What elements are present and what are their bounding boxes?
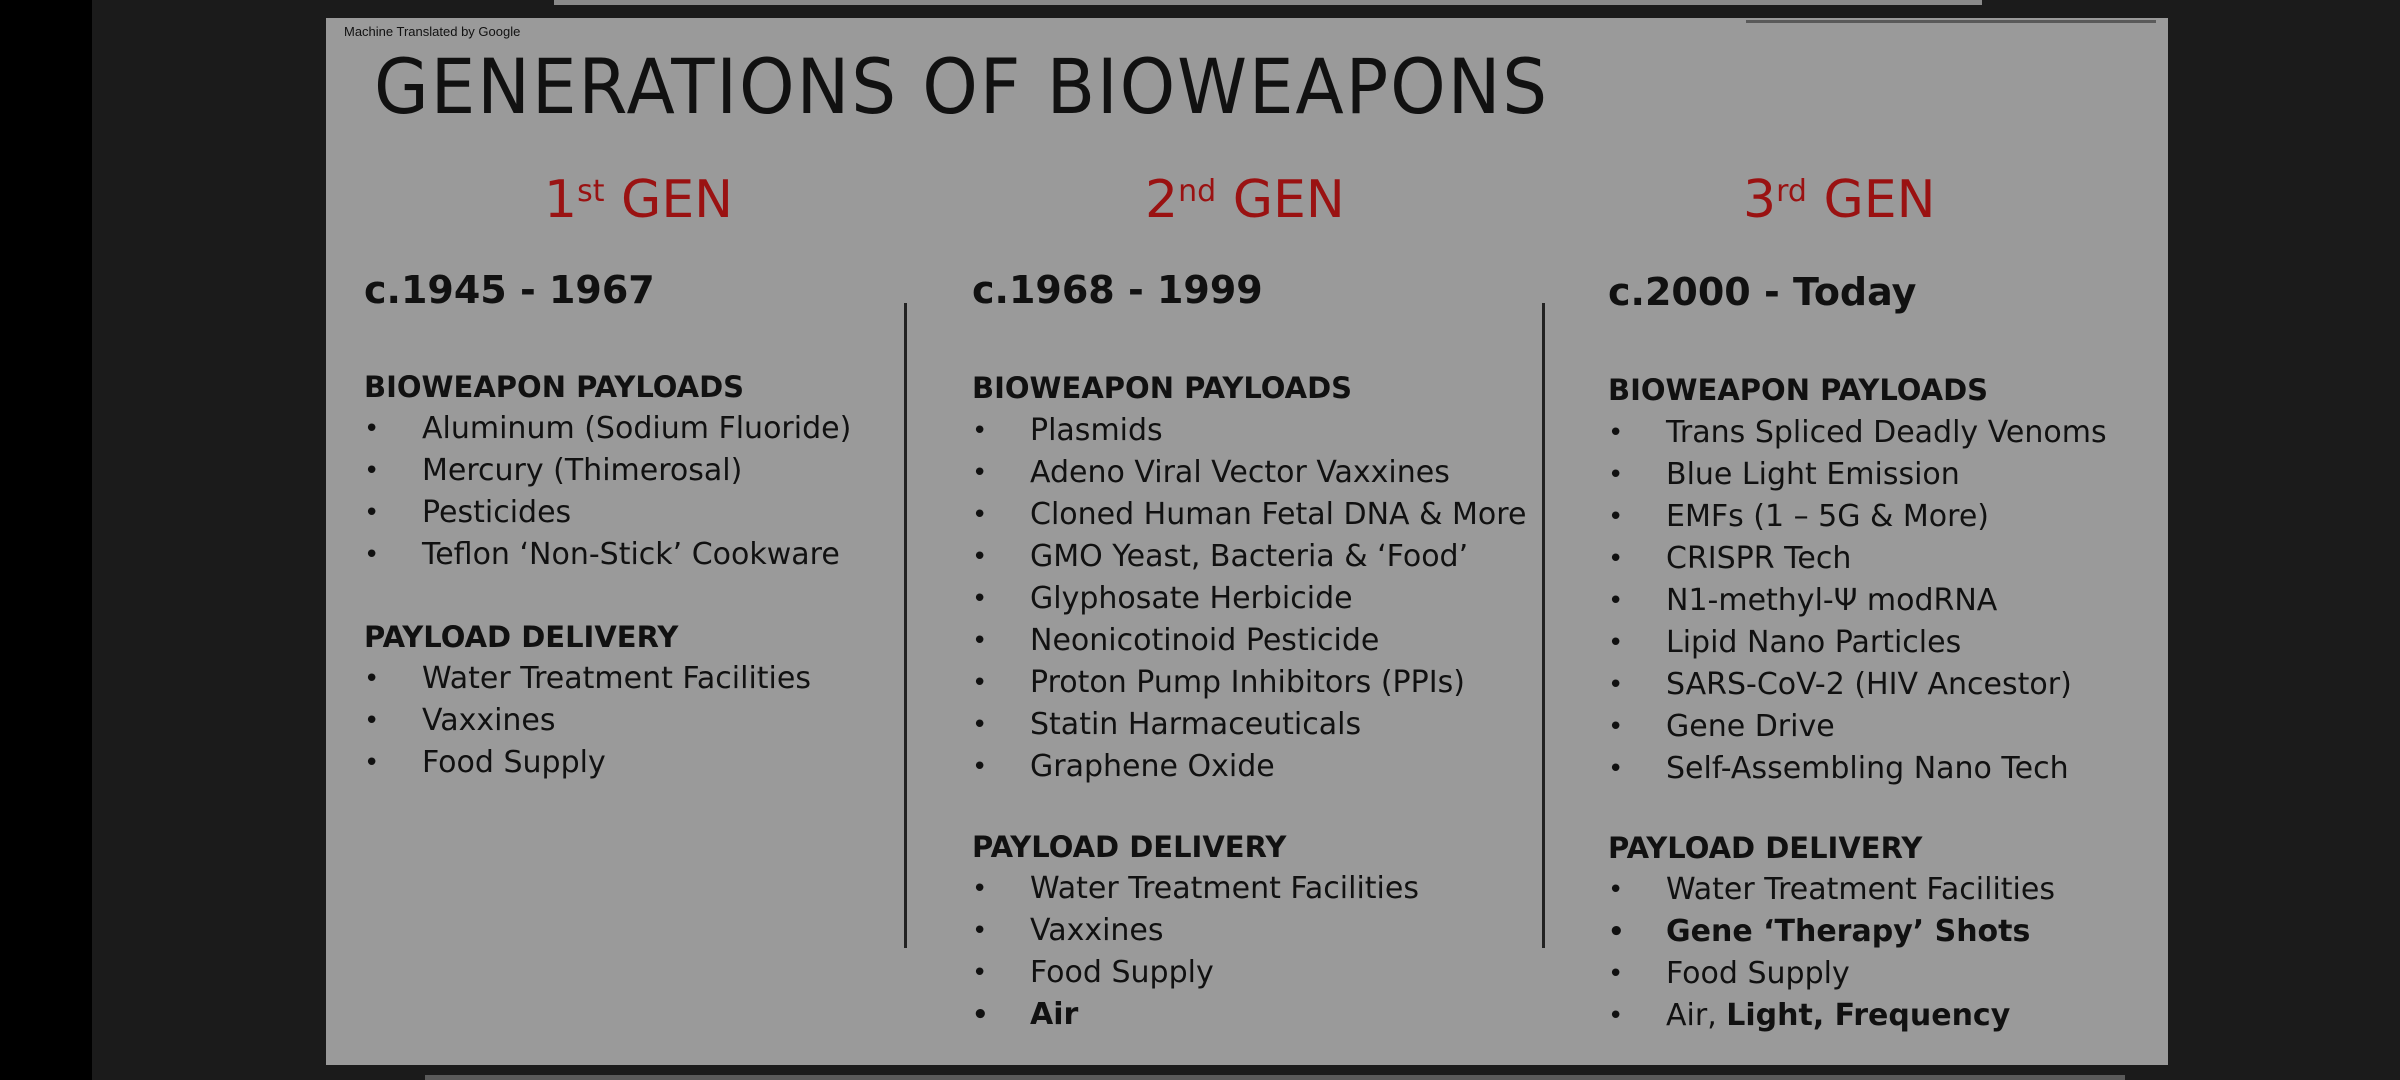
- period-label: c.1968 - 1999: [972, 268, 1263, 312]
- list-item: • Cloned Human Fetal DNA & More: [972, 494, 1526, 536]
- list-item: • Teflon ‘Non-Stick’ Cookware: [364, 534, 851, 576]
- list-item: • Trans Spliced Deadly Venoms: [1608, 412, 2107, 454]
- list-item: • Pesticides: [364, 492, 851, 534]
- payloads-list: [972, 410, 1526, 788]
- list-item: • Gene ‘Therapy’ Shots: [1608, 911, 2055, 953]
- list-item: • Vaxxines: [972, 910, 1419, 952]
- list-item: • GMO Yeast, Bacteria & ‘Food’: [972, 536, 1526, 578]
- list-item: • Glyphosate Herbicide: [972, 578, 1526, 620]
- list-item: • Lipid Nano Particles: [1608, 622, 2107, 664]
- list-item: • Graphene Oxide: [972, 746, 1526, 788]
- column-divider: [904, 303, 907, 948]
- period-label: c.1945 - 1967: [364, 268, 655, 312]
- list-item: • SARS-CoV-2 (HIV Ancestor): [1608, 664, 2107, 706]
- list-item-part: Air,: [1666, 998, 1727, 1033]
- delivery-list: [1608, 869, 2055, 1037]
- list-item: • N1-methyl-Ψ modRNA: [1608, 580, 2107, 622]
- payloads-heading: BIOWEAPON PAYLOADS: [972, 371, 1353, 405]
- period-label: c.2000 - Today: [1608, 270, 1917, 314]
- gen-heading: 3rd GEN: [1743, 170, 1936, 230]
- list-item: • Proton Pump Inhibitors (PPIs): [972, 662, 1526, 704]
- list-item: • Vaxxines: [364, 700, 811, 742]
- delivery-heading: PAYLOAD DELIVERY: [1608, 831, 1923, 865]
- list-item: • Self-Assembling Nano Tech: [1608, 748, 2107, 790]
- list-item: • Mercury (Thimerosal): [364, 450, 851, 492]
- slide-top-line: [1746, 20, 2156, 23]
- delivery-heading: PAYLOAD DELIVERY: [972, 830, 1287, 864]
- list-item: • Adeno Viral Vector Vaxxines: [972, 452, 1526, 494]
- list-item-bold-part: Light, Frequency: [1726, 998, 2011, 1033]
- list-item: • Blue Light Emission: [1608, 454, 2107, 496]
- list-item: • Air: [972, 994, 1419, 1036]
- payloads-heading: BIOWEAPON PAYLOADS: [364, 370, 745, 404]
- left-black-bar: [0, 0, 92, 1080]
- list-item: • EMFs (1 – 5G & More): [1608, 496, 2107, 538]
- list-item: • Statin Harmaceuticals: [972, 704, 1526, 746]
- slide-title: GENERATIONS OF BIOWEAPONS: [374, 42, 1550, 131]
- delivery-heading: PAYLOAD DELIVERY: [364, 620, 679, 654]
- list-item: • CRISPR Tech: [1608, 538, 2107, 580]
- delivery-list: [972, 868, 1419, 1036]
- list-item: • Aluminum (Sodium Fluoride): [364, 408, 851, 450]
- payloads-list: [1608, 412, 2107, 790]
- column-divider: [1542, 303, 1545, 948]
- list-item: • Food Supply: [972, 952, 1419, 994]
- list-item: • Water Treatment Facilities: [972, 868, 1419, 910]
- list-item: • Gene Drive: [1608, 706, 2107, 748]
- list-item: • Food Supply: [1608, 953, 2055, 995]
- gen-heading: 1st GEN: [544, 170, 734, 230]
- list-item: • Plasmids: [972, 410, 1526, 452]
- bottom-scroll-strip: [425, 1075, 2125, 1080]
- top-scroll-strip: [554, 0, 1982, 5]
- payloads-heading: BIOWEAPON PAYLOADS: [1608, 373, 1989, 407]
- gen-heading: 2nd GEN: [1145, 170, 1345, 230]
- slide-image: [326, 18, 2168, 1065]
- list-item: • Neonicotinoid Pesticide: [972, 620, 1526, 662]
- machine-translated-label: Machine Translated by Google: [344, 24, 521, 39]
- delivery-list: [364, 658, 811, 784]
- list-item: [1608, 995, 2055, 1037]
- list-item: • Water Treatment Facilities: [364, 658, 811, 700]
- list-item: • Water Treatment Facilities: [1608, 869, 2055, 911]
- list-item: • Food Supply: [364, 742, 811, 784]
- payloads-list: [364, 408, 851, 576]
